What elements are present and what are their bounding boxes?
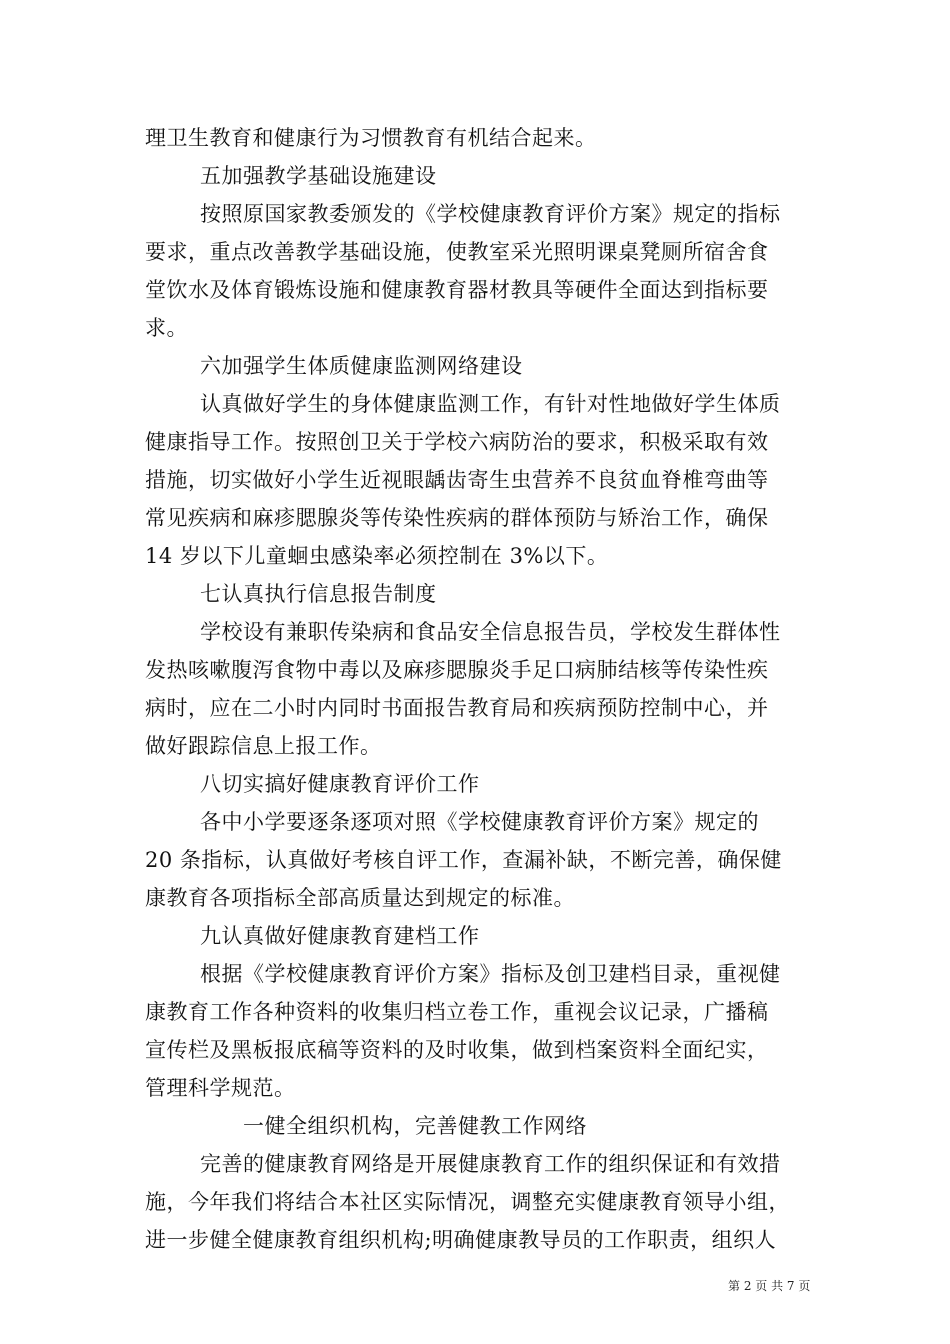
body-text-line: 措施，切实做好小学生近视眼龋齿寄生虫营养不良贫血脊椎弯曲等 (145, 468, 769, 492)
body-text-line: 14 岁以下儿童蛔虫感染率必须控制在 3%以下。 (145, 544, 609, 568)
page-number: 第 2 页 共 7 页 (728, 1279, 811, 1293)
paragraph-first-line: 完善的健康教育网络是开展健康教育工作的组织保证和有效措 (200, 1152, 781, 1176)
section-heading: 五加强教学基础设施建设 (200, 164, 437, 188)
body-text-line: 进一步健全健康教育组织机构;明确健康教导员的工作职责，组织人 (145, 1228, 777, 1252)
section-heading: 七认真执行信息报告制度 (200, 582, 437, 606)
section-heading: 一健全组织机构，完善健教工作网络 (243, 1114, 587, 1138)
paragraph-first-line: 按照原国家教委颁发的《学校健康教育评价方案》规定的指标 (200, 202, 781, 226)
body-text-line: 发热咳嗽腹泻食物中毒以及麻疹腮腺炎手足口病肺结核等传染性疾 (145, 658, 769, 682)
body-text-line: 病时，应在二小时内同时书面报告教育局和疾病预防控制中心，并 (145, 696, 769, 720)
paragraph-first-line: 各中小学要逐条逐项对照《学校健康教育评价方案》规定的 (200, 810, 759, 834)
body-text-line: 康教育工作各种资料的收集归档立卷工作，重视会议记录，广播稿 (145, 1000, 769, 1024)
body-text-line: 常见疾病和麻疹腮腺炎等传染性疾病的群体预防与矫治工作，确保 (145, 506, 769, 530)
body-text-line: 管理科学规范。 (145, 1076, 296, 1100)
section-heading: 六加强学生体质健康监测网络建设 (200, 354, 523, 378)
paragraph-first-line: 学校设有兼职传染病和食品安全信息报告员，学校发生群体性 (200, 620, 781, 644)
body-text-line: 20 条指标，认真做好考核自评工作，查漏补缺，不断完善，确保健 (145, 848, 782, 872)
body-text-line: 健康指导工作。按照创卫关于学校六病防治的要求，积极采取有效 (145, 430, 769, 454)
body-text-line: 堂饮水及体育锻炼设施和健康教育器材教具等硬件全面达到指标要 (145, 278, 769, 302)
body-text-line: 施，今年我们将结合本社区实际情况，调整充实健康教育领导小组， (145, 1190, 790, 1214)
body-text-line: 宣传栏及黑板报底稿等资料的及时收集，做到档案资料全面纪实， (145, 1038, 769, 1062)
paragraph-first-line: 认真做好学生的身体健康监测工作，有针对性地做好学生体质 (200, 392, 781, 416)
body-text-line: 要求，重点改善教学基础设施，使教室采光照明课桌凳厕所宿舍食 (145, 240, 769, 264)
paragraph-first-line: 根据《学校健康教育评价方案》指标及创卫建档目录，重视健 (200, 962, 781, 986)
body-text-line: 求。 (145, 316, 188, 340)
section-heading: 九认真做好健康教育建档工作 (200, 924, 480, 948)
body-text-line: 康教育各项指标全部高质量达到规定的标准。 (145, 886, 575, 910)
section-heading: 八切实搞好健康教育评价工作 (200, 772, 480, 796)
body-text-line: 做好跟踪信息上报工作。 (145, 734, 382, 758)
body-text-line: 理卫生教育和健康行为习惯教育有机结合起来。 (145, 126, 597, 150)
